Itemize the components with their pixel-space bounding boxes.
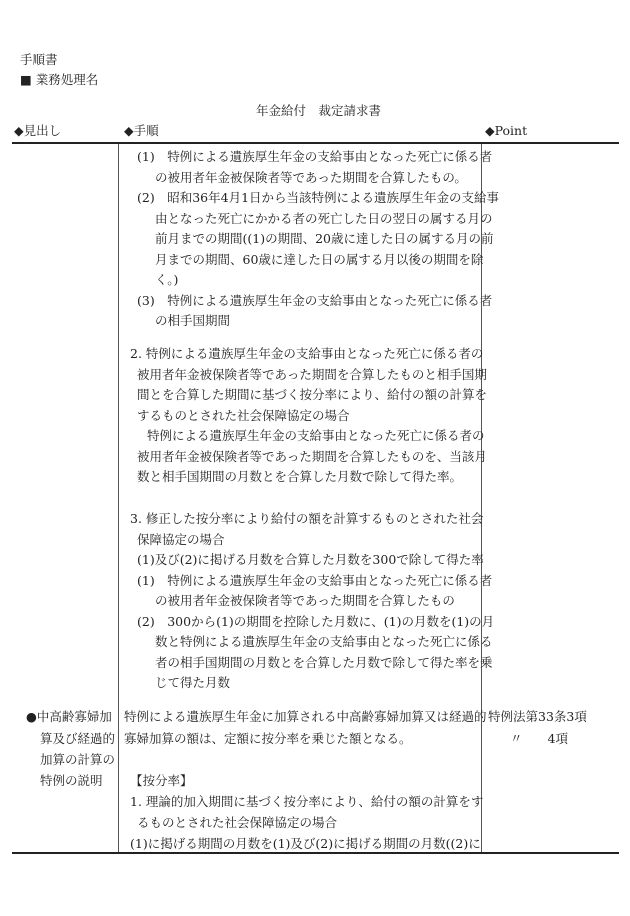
section-heading: 算及び経過的 <box>40 731 116 746</box>
procedure-line: 間とを合算した期間に基づく按分率により、給付の額の計算を <box>137 387 488 402</box>
procedure-line: (2) 300から(1)の期間を控除した月数に、(1)の月数を(1)の月 <box>137 614 495 629</box>
point-reference: 特例法第33条3項 <box>488 709 587 724</box>
procedure-line: く。) <box>155 272 179 287</box>
procedure-line: 【按分率】 <box>130 773 193 788</box>
document-title: 年金給付 裁定請求書 <box>256 103 382 118</box>
procedure-line: 前月までの期間((1)の期間、20歳に達した日の属する月の前 <box>155 231 494 246</box>
procedure-line: 月までの期間、60歳に達した日の属する月以後の期間を除 <box>155 252 484 267</box>
section-heading: ●中高齢寡婦加 <box>26 709 112 724</box>
procedure-line: 保障協定の場合 <box>137 532 225 547</box>
procedure-line: (1)及び(2)に掲げる月数を合算した月数を300で除して得た率 <box>137 552 484 567</box>
business-name-label: ■ 業務処理名 <box>20 72 99 87</box>
procedure-line: (1) 特例による遺族厚生年金の支給事由となった死亡に係る者 <box>137 149 493 164</box>
point-reference: 〃 4項 <box>510 731 568 746</box>
column-header-heading: ◆見出し <box>14 123 62 138</box>
footer-rule <box>12 852 619 854</box>
procedure-line: 3. 修正した按分率により給付の額を計算するものとされた社会 <box>130 511 484 526</box>
section-heading: 加算の計算の <box>40 752 116 767</box>
header-rule <box>12 142 619 144</box>
procedure-line: (1)に掲げる期間の月数を(1)及び(2)に掲げる期間の月数((2)に <box>130 836 481 851</box>
procedure-line: の相手国期間 <box>155 313 231 328</box>
procedure-line: 特例による遺族厚生年金の支給事由となった死亡に係る者の <box>147 428 485 443</box>
procedure-line: (1) 特例による遺族厚生年金の支給事由となった死亡に係る者 <box>137 573 493 588</box>
procedure-line: (3) 特例による遺族厚生年金の支給事由となった死亡に係る者 <box>137 293 493 308</box>
column-divider-right <box>481 144 482 853</box>
procedure-line: じて得た月数 <box>155 675 231 690</box>
procedure-line: の被用者年金被保険者等であった期間を合算したもの <box>155 593 455 608</box>
procedure-line: 者の相手国期間の月数とを合算した月数で除して得た率を乗 <box>155 655 493 670</box>
column-divider-left <box>118 144 119 853</box>
procedure-line: (2) 昭和36年4月1日から当該特例による遺族厚生年金の支給事 <box>137 190 500 205</box>
column-header-point: ◆Point <box>485 123 528 138</box>
column-header-procedure: ◆手順 <box>124 123 159 138</box>
procedure-line: 由となった死亡にかかる者の死亡した日の翌日の属する月の <box>155 211 493 226</box>
procedure-line: 数と特例による遺族厚生年金の支給事由となった死亡に係る <box>155 634 493 649</box>
procedure-line: 2. 特例による遺族厚生年金の支給事由となった死亡に係る者の <box>130 346 484 361</box>
procedure-line: 数と相手国期間の月数とを合算した月数で除して得た率。 <box>137 469 463 484</box>
document-label: 手順書 <box>20 52 58 67</box>
procedure-line: の被用者年金被保険者等であった期間を合算したもの。 <box>155 170 467 185</box>
section-heading: 特例の説明 <box>40 773 103 788</box>
procedure-line: 被用者年金被保険者等であった期間を合算したものと相手国期 <box>137 367 487 382</box>
procedure-line: するものとされた社会保障協定の場合 <box>137 408 350 423</box>
procedure-line: るものとされた社会保障協定の場合 <box>137 815 338 830</box>
procedure-line: 1. 理論的加入期間に基づく按分率により、給付の額の計算をす <box>130 794 484 809</box>
procedure-line: 寡婦加算の額は、定額に按分率を乗じた額となる。 <box>124 731 412 746</box>
procedure-line: 被用者年金被保険者等であった期間を合算したものを、当該月 <box>137 449 487 464</box>
procedure-line: 特例による遺族厚生年金に加算される中高齢寡婦加算又は経過的 <box>124 709 487 724</box>
